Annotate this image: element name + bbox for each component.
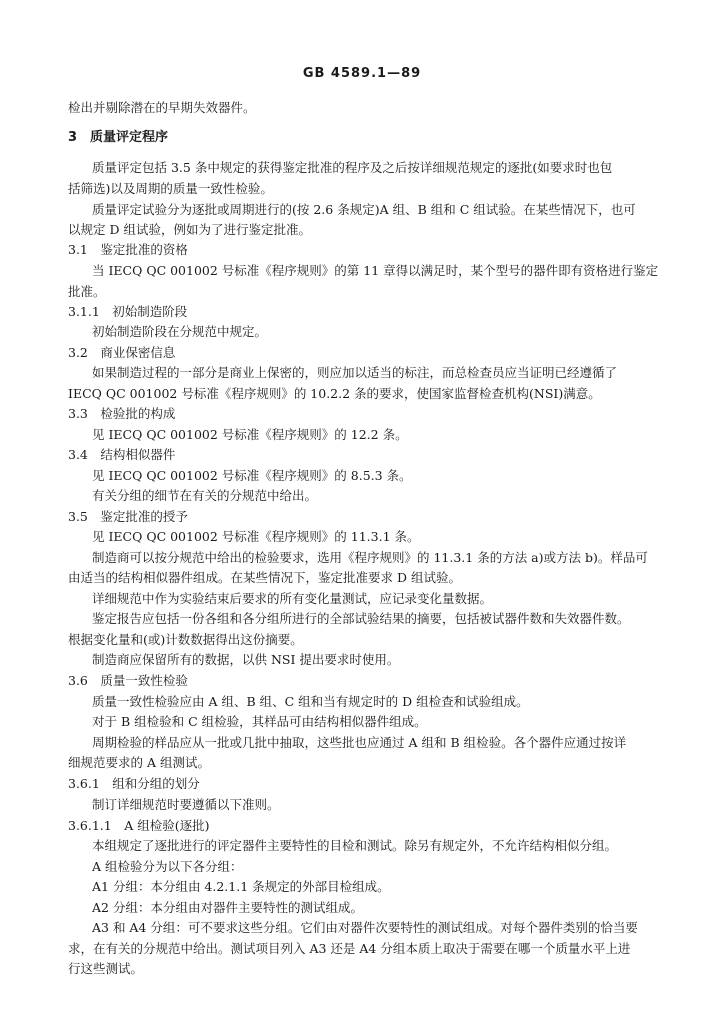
body-text: A3 和 A4 分组：可不要求这些分组。它们由对器件次要特性的测试组成。对每个器件类别的恰当要 (92, 920, 638, 935)
body-text: 括筛选)以及周期的质量一致性检验。 (68, 181, 273, 196)
body-text: 求，在有关的分规范中给出。测试项目列入 A3 还是 A4 分组本质上取决于需要在哪一个质量水平上进 (68, 941, 631, 956)
subsection-heading: 3.6.1 组和分组的划分 (68, 776, 200, 791)
body-text: 初始制造阶段在分规范中规定。 (92, 324, 268, 339)
body-text: 见 IECQ QC 001002 号标准《程序规则》的 11.3.1 条。 (92, 529, 420, 544)
body-text: 有关分组的细节在有关的分规范中给出。 (92, 488, 318, 503)
body-text: A2 分组：本分组由对器件主要特性的测试组成。 (92, 900, 363, 915)
body-text: 鉴定报告应包括一份各组和各分组所进行的全部试验结果的摘要，包括被试器件数和失效器件数。 (92, 611, 630, 626)
body-text: 见 IECQ QC 001002 号标准《程序规则》的 8.5.3 条。 (92, 468, 412, 483)
subsection-heading: 3.3 检验批的构成 (68, 406, 176, 421)
subsection-heading: 3.1.1 初始制造阶段 (68, 304, 188, 319)
body-text: A1 分组：本分组由 4.2.1.1 条规定的外部目检组成。 (92, 879, 390, 894)
section-heading: 3 质量评定程序 (68, 130, 169, 145)
body-text: 如果制造过程的一部分是商业上保密的，则应加以适当的标注，而总检查员应当证明已经遵循了 (92, 365, 618, 380)
body-text: 制造商可以按分规范中给出的检验要求，选用《程序规则》的 11.3.1 条的方法 a)或方法 b)。样品可 (92, 550, 648, 565)
body-text: 周期检验的样品应从一批或几批中抽取，这些批也应通过 A 组和 B 组检验。各个器件应通过按详 (92, 735, 627, 750)
body-text: 批准。 (68, 284, 106, 299)
body-text: 当 IECQ QC 001002 号标准《程序规则》的第 11 章得以满足时，某个型号的器件即有资格进行鉴定 (92, 263, 659, 278)
body-text: 质量评定试验分为逐批或周期进行的(按 2.6 条规定)A 组、B 组和 C 组试验。在某些情况下，也可 (92, 202, 636, 217)
body-text: 以规定 D 组试验，例如为了进行鉴定批准。 (68, 222, 311, 237)
body-text: 质量一致性检验应由 A 组、B 组、C 组和当有规定时的 D 组检查和试验组成。 (92, 694, 529, 709)
body-text: 制造商应保留所有的数据，以供 NSI 提出要求时使用。 (92, 652, 400, 667)
body-text: 细规范要求的 A 组测试。 (68, 755, 210, 770)
body-text: 制订详细规范时要遵循以下准则。 (92, 797, 280, 812)
subsection-heading: 3.6 质量一致性检验 (68, 673, 188, 688)
body-text: 根据变化量和(或)计数数据得出这份摘要。 (68, 632, 303, 647)
body-text: 本组规定了逐批进行的评定器件主要特性的目检和测试。除另有规定外，不允许结构相似分组。 (92, 838, 618, 853)
body-text: 行这些测试。 (68, 961, 144, 976)
body-text: 见 IECQ QC 001002 号标准《程序规则》的 12.2 条。 (92, 427, 408, 442)
subsection-heading: 3.4 结构相似器件 (68, 447, 176, 462)
body-text: 详细规范中作为实验结束后要求的所有变化量测试，应记录变化量数据。 (92, 591, 493, 606)
body-text: 质量评定包括 3.5 条中规定的获得鉴定批准的程序及之后按详细规范规定的逐批(如要求时也包 (92, 160, 613, 175)
body-text: 对于 B 组检验和 C 组检验，其样品可由结构相似器件组成。 (92, 714, 427, 729)
page-header: GB 4589.1—89 (302, 66, 422, 81)
subsection-heading: 3.5 鉴定批准的授予 (68, 509, 188, 524)
subsection-heading: 3.6.1.1 A 组检验(逐批) (68, 818, 210, 833)
subsection-heading: 3.1 鉴定批准的资格 (68, 242, 188, 257)
body-text: A 组检验分为以下各分组： (92, 859, 243, 874)
body-text: IECQ QC 001002 号标准《程序规则》的 10.2.2 条的要求，使国家监督检查机构(NSI)满意。 (68, 386, 601, 401)
body-text: 由适当的结构相似器件组成。在某些情况下，鉴定批准要求 D 组试验。 (68, 570, 461, 585)
subsection-heading: 3.2 商业保密信息 (68, 345, 176, 360)
body-text: 检出并剔除潜在的早期失效器件。 (68, 100, 256, 115)
